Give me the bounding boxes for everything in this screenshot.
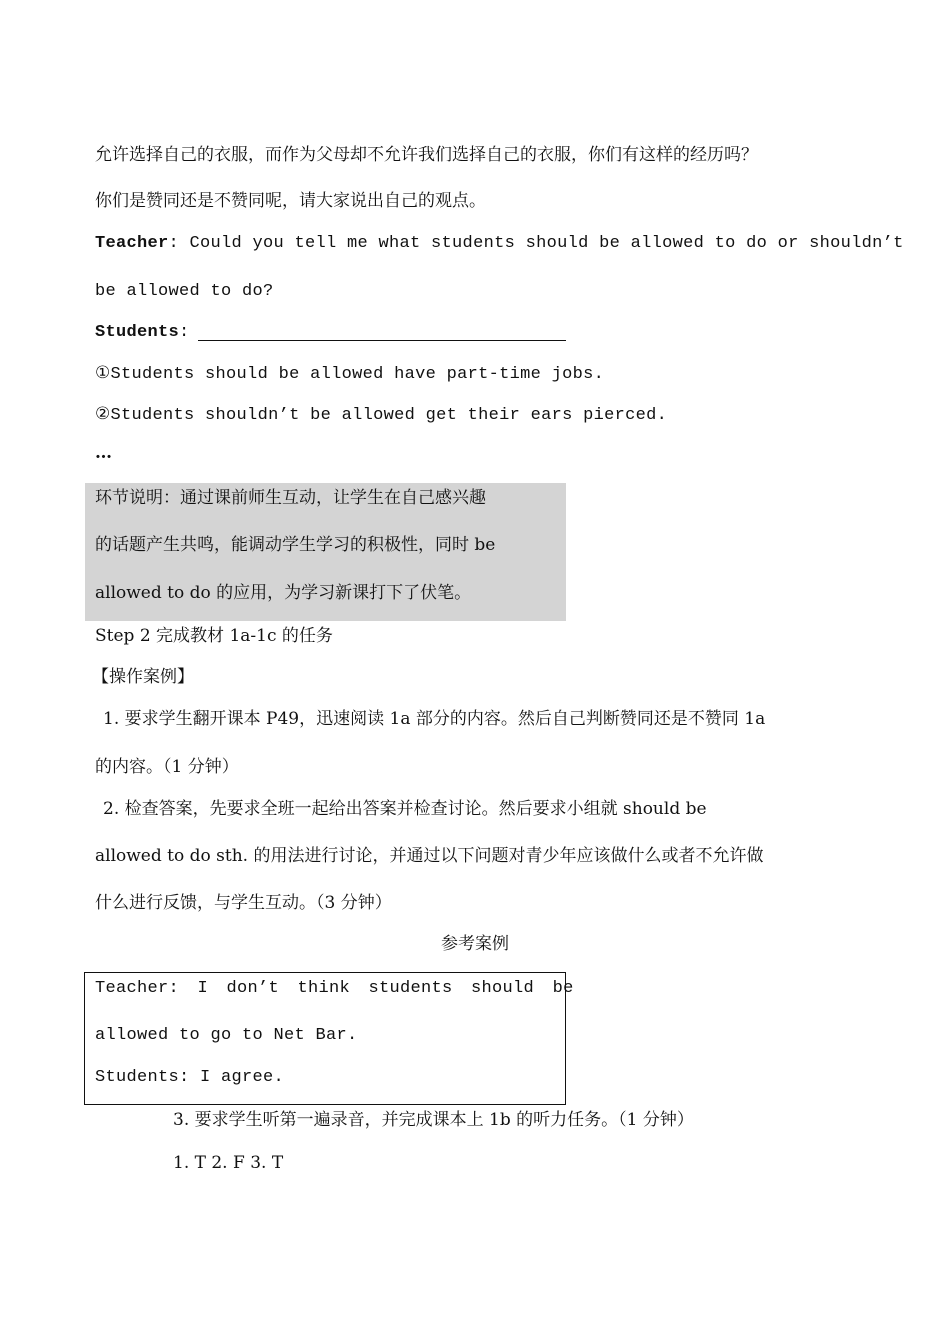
reference-line-2: allowed to go to Net Bar.: [95, 1026, 358, 1045]
note-line-1: 环节说明：通过课前师生互动，让学生在自己感兴趣: [95, 488, 486, 508]
step2-title: Step 2 完成教材 1a-1c 的任务: [95, 626, 333, 646]
teacher-question-line2: be allowed to do?: [95, 282, 274, 301]
reference-line-3: Students: I agree.: [95, 1068, 285, 1087]
ellipsis: …: [95, 443, 112, 463]
note-line-3: allowed to do 的应用，为学习新课打下了伏笔。: [95, 583, 472, 603]
item3-text: 3. 要求学生听第一遍录音，并完成课本上 1b 的听力任务。（1 分钟）: [173, 1110, 694, 1130]
case-heading: 【操作案例】: [92, 667, 194, 687]
note-line-2: 的话题产生共鸣，能调动学生学习的积极性，同时 be: [95, 535, 496, 555]
item2-line2: allowed to do sth. 的用法进行讨论，并通过以下问题对青少年应该做什么或者不允许做: [95, 846, 764, 866]
teacher-label: Teacher: [95, 234, 169, 253]
item1-line1: 1. 要求学生翻开课本 P49，迅速阅读 1a 部分的内容。然后自己判断赞同还是不赞同 1a: [103, 709, 766, 729]
example-sentence-2: ②Students shouldn’t be allowed get their ears pierced.: [95, 406, 668, 425]
answer-blank: [198, 326, 566, 341]
students-label: Students: [95, 323, 180, 342]
reference-line-1: Teacher: I don’t think students should be: [95, 979, 574, 998]
students-colon: :: [179, 323, 190, 342]
teacher-question-line1: [95, 235, 904, 252]
item1-line2: 的内容。（1 分钟）: [95, 757, 239, 777]
example-sentence-1: ①Students should be allowed have part-time jobs.: [95, 365, 605, 384]
item2-line3: 什么进行反馈，与学生互动。（3 分钟）: [95, 893, 392, 913]
teacher-question-text: : Could you tell me what students should be allowed to do or shouldn’t: [168, 234, 904, 253]
students-answer-line: [95, 324, 566, 341]
paragraph-intro-1: 允许选择自己的衣服，而作为父母却不允许我们选择自己的衣服，你们有这样的经历吗？: [95, 145, 758, 165]
paragraph-intro-2: 你们是赞同还是不赞同呢，请大家说出自己的观点。: [95, 191, 486, 211]
reference-title: 参考案例: [441, 934, 509, 954]
item2-line1: 2. 检查答案，先要求全班一起给出答案并检查讨论。然后要求小组就 should be: [103, 799, 707, 819]
answer-key: 1. T 2. F 3. T: [173, 1153, 284, 1173]
